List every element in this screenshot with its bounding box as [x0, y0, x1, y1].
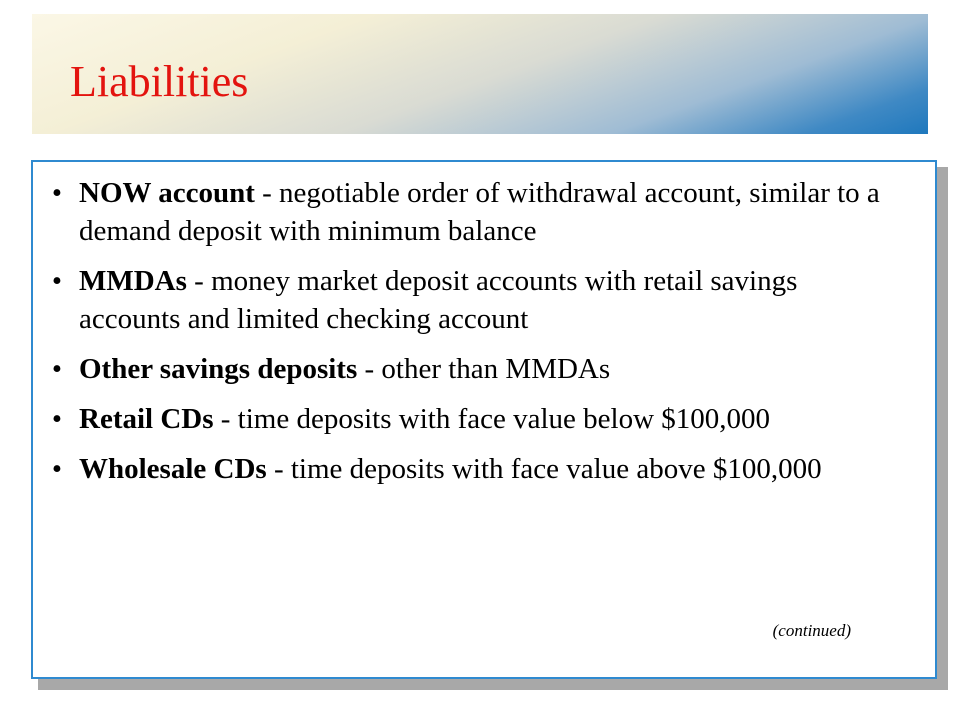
title-band	[32, 14, 928, 134]
bullet-item-mmdas	[33, 262, 935, 338]
bullet-item-other-savings	[33, 350, 935, 388]
bullet-description: - other than MMDAs	[357, 353, 611, 385]
bullet-term: Wholesale CDs	[79, 453, 267, 485]
bullet-icon: •	[51, 403, 63, 435]
bullet-icon: •	[51, 265, 63, 297]
bullet-icon: •	[51, 353, 63, 385]
bullet-list	[33, 174, 935, 500]
bullet-item-wholesale-cds	[33, 450, 935, 488]
bullet-item-retail-cds	[33, 400, 935, 438]
bullet-description: - time deposits with face value above $100,000	[266, 453, 822, 485]
bullet-term: Other savings deposits	[79, 353, 358, 385]
content-box	[31, 160, 937, 679]
bullet-icon: •	[51, 177, 63, 209]
bullet-description: - time deposits with face value below $100,000	[213, 403, 771, 435]
bullet-term: NOW account	[79, 177, 255, 209]
bullet-icon: •	[51, 453, 63, 485]
bullet-term: MMDAs	[79, 265, 187, 297]
bullet-description: - negotiable order of withdrawal account, similar to a demand deposit with minimum balance	[79, 177, 880, 247]
bullet-item-now-account	[33, 174, 935, 250]
bullet-description: - money market deposit accounts with retail savings accounts and limited checking account	[79, 265, 798, 335]
continued-note: (continued)	[772, 621, 851, 640]
slide-title: Liabilities	[70, 57, 249, 106]
bullet-term: Retail CDs	[79, 403, 214, 435]
